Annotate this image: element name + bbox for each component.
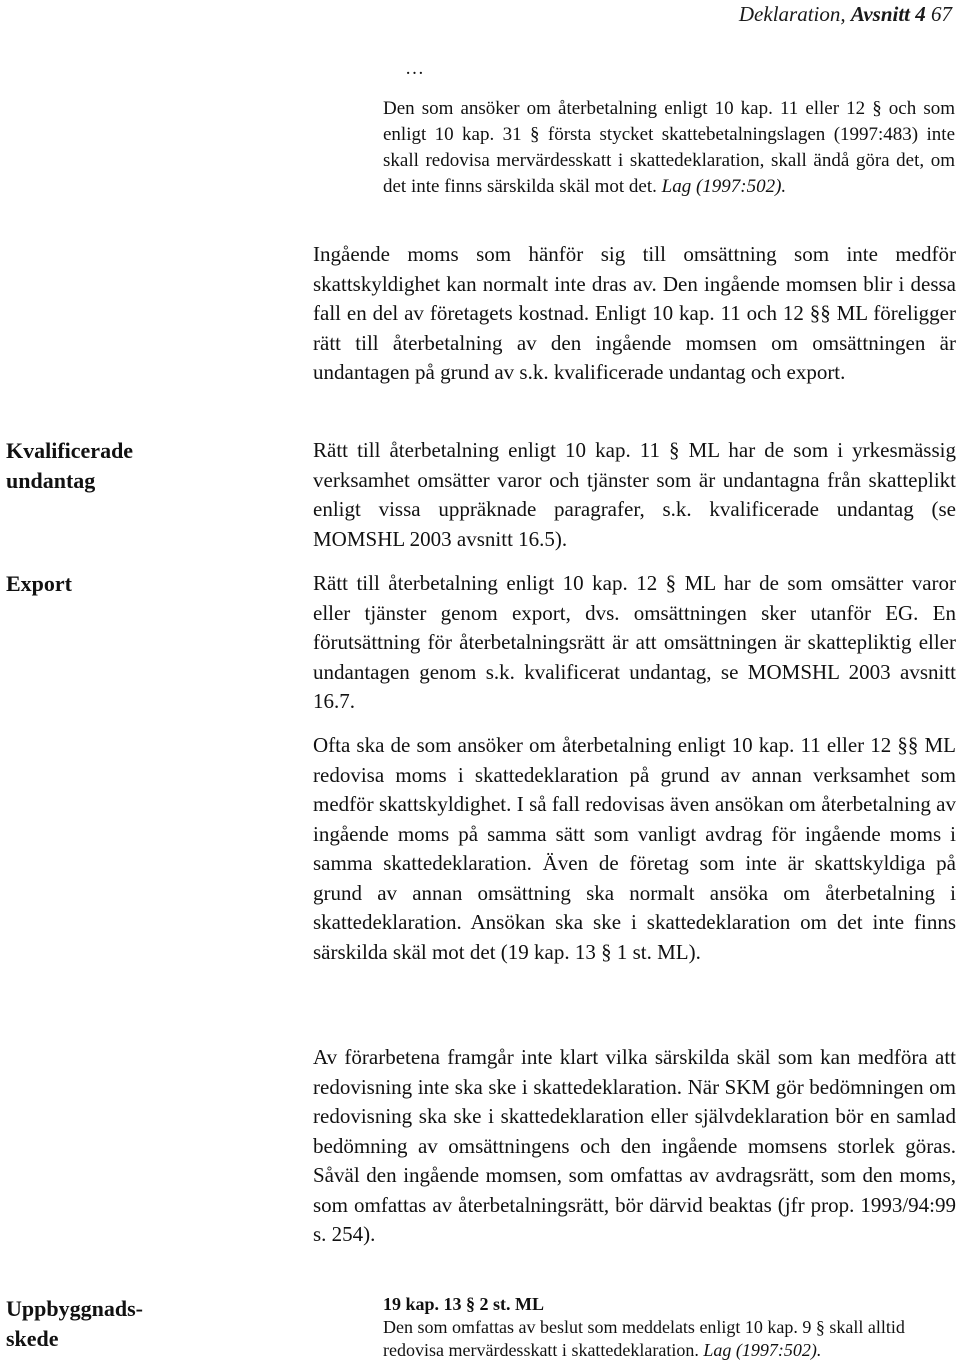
- paragraph-ingaende-moms: Ingående moms som hänför sig till omsättning som inte medför skattskyldighet kan normalt inte dras av. Den ingående momsen blir i dessa fall en del av företagets kostnad. Enligt 10 kap. 11 och 12 §§ ML föreligger rätt till återbetalning av den ingående momsen om omsättningen är undantagen på grund av s.k. kvalificerade undantag och export.: [313, 242, 956, 384]
- margin-heading-kvalificerade-undantag: Kvalificerade undantag: [6, 438, 134, 493]
- law-reference-block: [383, 1293, 955, 1362]
- law-quote: [383, 96, 955, 200]
- margin-heading-uppbyggnadsskede-line1: Uppbyggnads-: [6, 1296, 143, 1321]
- law-reference-text: Den som omfattas av beslut som meddelats enligt 10 kap. 9 § skall alltid redovisa mervärdesskatt i skattedeklaration.: [383, 1317, 905, 1360]
- law-quote-text: Den som ansöker om återbetalning enligt 10 kap. 11 eller 12 § och som enligt 10 kap. 31 § första stycket skattebetalningslagen (1997:483) inte skall redovisa mervärdesskatt i skattedeklaration, skall ändå göra det, om det inte finns särskilda skäl mot det.: [383, 98, 955, 197]
- paragraph-skattedeklaration: Ofta ska de som ansöker om återbetalning enligt 10 kap. 11 eller 12 §§ ML redovisa moms i skattedeklaration på grund av annan verksamhet som medför skattskyldighet. I så fall redovisas även ansökan om återbetalning av ingående moms på samma sätt som vanligt avdrag för ingående moms i samma skattedeklaration. Även de företag som inte är skattskyldiga på grund av annan omsättning ska normalt ansöka om återbetalning i skattedeklaration. Ansökan ska ske i skattedeklaration om det inte finns särskilda skäl mot det (19 kap. 13 § 1 st. ML).: [313, 733, 956, 964]
- margin-heading-uppbyggnadsskede: [6, 1294, 186, 1354]
- paragraph-forarbeten: Av förarbetena framgår inte klart vilka särskilda skäl som kan medföra att redovisning inte ska ske i skattedeklaration. När SKM gör bedömningen om redovisning ska ske i skattedeklaration eller självdeklaration bör en samlad bedömning av omsättningens och den ingående momsens storlek göras. Såväl den ingående momsen, som omfattas av avdragsrätt, som den moms, som omfattas av återbetalningsrätt, bör därvid beaktas (jfr prop. 1993/94:99 s. 254).: [313, 1045, 956, 1246]
- page-number: 67: [925, 2, 952, 26]
- header-prefix: Deklaration,: [738, 2, 851, 26]
- margin-heading-uppbyggnadsskede-line2: skede: [6, 1326, 59, 1351]
- paragraph-export: Rätt till återbetalning enligt 10 kap. 12 § ML har de som omsätter varor eller tjänster genom export, dvs. omsättningen sker utanför EG. En förutsättning för återbetalningsrätt är att omsättningen är skattepliktig eller undantagen genom s.k. kvalificerat undantag, se MOMSHL 2003 avsnitt 16.7.: [313, 571, 956, 713]
- quote-ellipsis: …: [405, 58, 424, 79]
- margin-heading-export: Export: [6, 571, 72, 596]
- paragraph-kvalificerade-undantag: Rätt till återbetalning enligt 10 kap. 11 § ML har de som i yrkesmässig verksamhet omsätter varor och tjänster som är undantagna från skatteplikt enligt vissa uppräknade paragrafer, s.k. kvalificerade undantag (se MOMSHL 2003 avsnitt 16.5).: [313, 438, 956, 551]
- law-reference-body: [383, 1316, 955, 1362]
- header-section: Avsnitt 4: [850, 2, 926, 26]
- law-reference-title: 19 kap. 13 § 2 st. ML: [383, 1294, 545, 1314]
- page-header: [739, 2, 952, 27]
- law-quote-reference: Lag (1997:502).: [661, 176, 787, 197]
- law-reference-lag: Lag (1997:502).: [703, 1340, 822, 1360]
